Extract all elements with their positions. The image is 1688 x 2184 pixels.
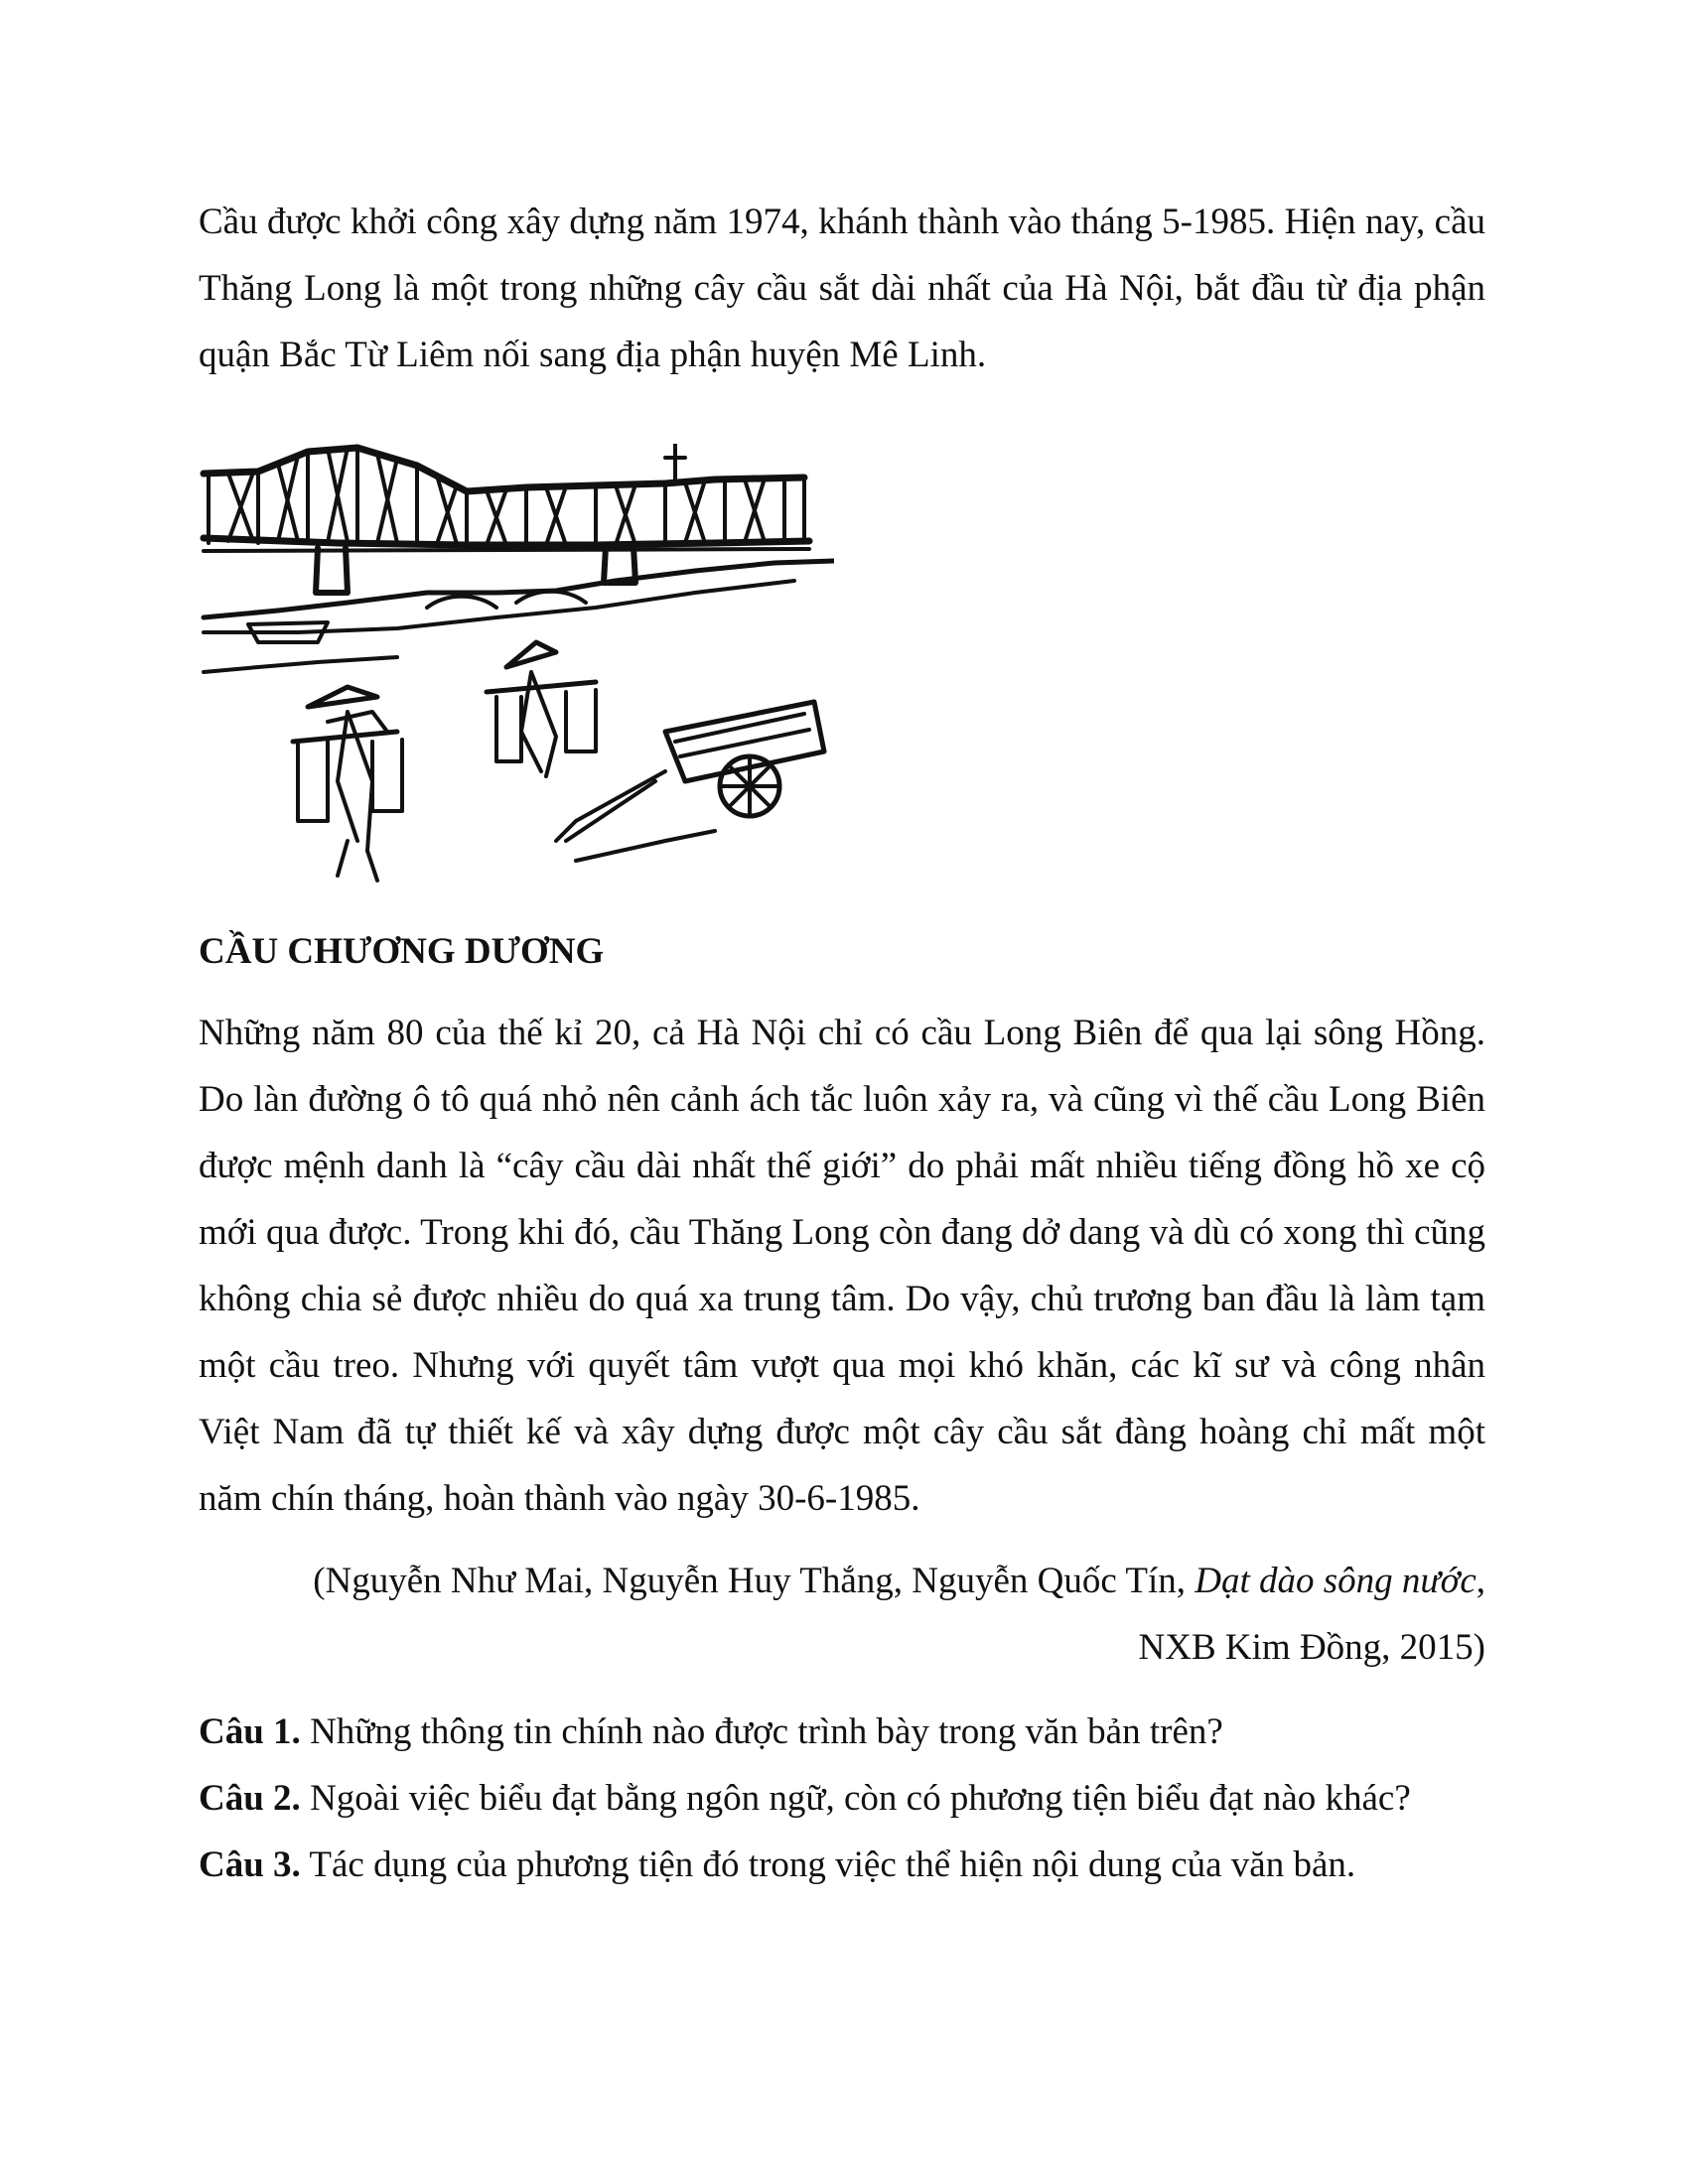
bridge-sketch-illustration: [199, 444, 834, 900]
citation: [199, 1548, 1485, 1681]
question-list: [199, 1699, 1485, 1898]
question-item: [199, 1699, 1485, 1765]
citation-authors: (Nguyễn Như Mai, Nguyễn Huy Thắng, Nguyễn Quốc Tín,: [313, 1561, 1196, 1601]
section-heading: CẦU CHƯƠNG DƯƠNG: [199, 931, 605, 972]
question-text: Ngoài việc biểu đạt bằng ngôn ngữ, còn có phương tiện biểu đạt nào khác?: [310, 1778, 1411, 1819]
question-label: Câu 1.: [199, 1711, 301, 1752]
section-paragraph: Những năm 80 của thế kỉ 20, cả Hà Nội chỉ có cầu Long Biên để qua lại sông Hồng. Do làn đường ô tô quá nhỏ nên cảnh ách tắc luôn xảy ra, và cũng vì thế cầu Long Biên được mệnh danh là “cây cầu dài nhất thế giới” do phải mất nhiều tiếng đồng hồ xe cộ mới qua được. Trong khi đó, cầu Thăng Long còn đang dở dang và dù có xong thì cũng không chia sẻ được nhiều do quá xa trung tâm. Do vậy, chủ trương ban đầu là làm tạm một cầu treo. Nhưng với quyết tâm vượt qua mọi khó khăn, các kĩ sư và công nhân Việt Nam đã tự thiết kế và xây dựng được một cây cầu sắt đàng hoàng chỉ mất một năm chín tháng, hoàn thành vào ngày 30-6-1985.: [199, 1013, 1485, 1519]
question-label: Câu 3.: [199, 1844, 301, 1885]
citation-comma: ,: [1476, 1561, 1485, 1601]
citation-book-title: Dạt dào sông nước: [1195, 1561, 1477, 1601]
document-page: [199, 189, 1485, 1898]
intro-paragraph: Cầu được khởi công xây dựng năm 1974, khánh thành vào tháng 5-1985. Hiện nay, cầu Thăng Long là một trong những cây cầu sắt dài nhất của Hà Nội, bắt đầu từ địa phận quận Bắc Từ Liêm nối sang địa phận huyện Mê Linh.: [199, 202, 1485, 375]
question-label: Câu 2.: [199, 1778, 301, 1819]
citation-publisher: NXB Kim Đồng, 2015): [1138, 1627, 1485, 1668]
question-text: Tác dụng của phương tiện đó trong việc thể hiện nội dung của văn bản.: [309, 1844, 1356, 1885]
question-item: [199, 1832, 1485, 1898]
question-text: Những thông tin chính nào được trình bày trong văn bản trên?: [310, 1711, 1223, 1752]
question-item: [199, 1765, 1485, 1832]
